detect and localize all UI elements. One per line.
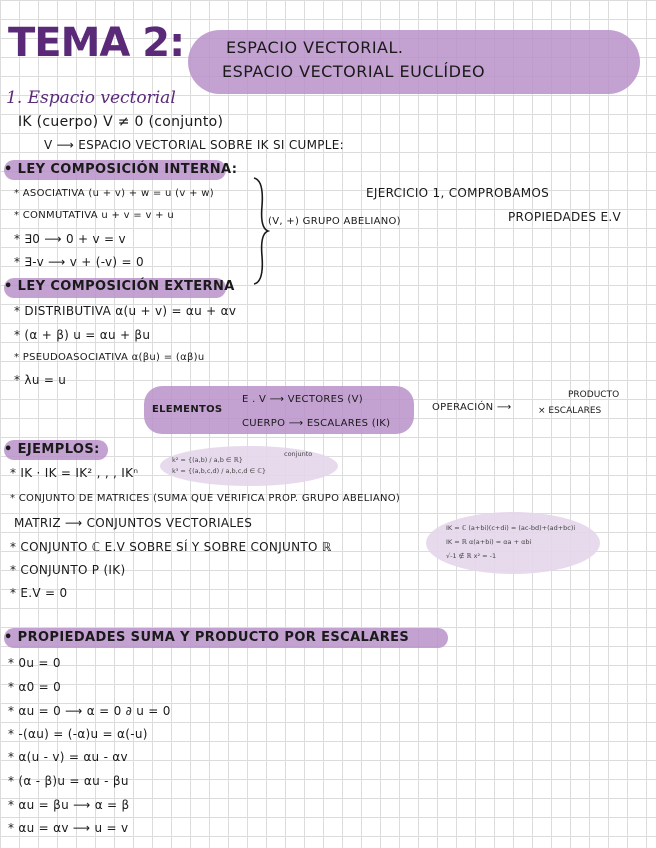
propiedades-item: * αu = 0 ⟶ α = 0 ∂ u = 0 (8, 704, 171, 718)
propiedades-item: * αu = βu ⟶ α = β (8, 798, 130, 812)
ejemplos-item: MATRIZ ⟶ CONJUNTOS VECTORIALES (14, 516, 253, 530)
elementos-line-1: E . V ⟶ VECTORES (V) (242, 394, 363, 405)
propiedades-item: * (α - β)u = αu - βu (8, 774, 129, 788)
note-c-line-1: IK = ℂ (a+bi)(c+di) = (ac-bd)+(ad+bc)i (446, 524, 576, 532)
note-c-line-3: √-1 ∉ ℝ x² = -1 (446, 552, 497, 560)
intro-line-2: V ⟶ ESPACIO VECTORIAL SOBRE IK SI CUMPLE: (44, 138, 345, 152)
ley-interna-item: * ∃-v ⟶ v + (-v) = 0 (14, 255, 144, 269)
ley-externa-item: * (α + β) u = αu + βu (14, 328, 151, 342)
ley-interna-item: * CONMUTATIVA u + v = v + u (14, 210, 174, 221)
propiedades-item: * 0u = 0 (8, 656, 61, 670)
ejemplos-item: * CONJUNTO P (IK) (10, 563, 126, 577)
subtitle-line-2: ESPACIO VECTORIAL EUCLÍDEO (222, 62, 486, 81)
note-c-line-2: IK = ℝ α(a+bi) = αa + αbi (446, 538, 532, 546)
elementos-line-2: CUERPO ⟶ ESCALARES (IK) (242, 418, 391, 429)
ejemplos-item: * IK · IK = IK² , , , IKⁿ (10, 466, 139, 480)
propiedades-item: * -(αu) = (-α)u = α(-u) (8, 727, 148, 741)
ejemplos-title: • EJEMPLOS: (4, 442, 100, 457)
ley-externa-item: * PSEUDOASOCIATIVA α(βu) = (αβ)u (14, 352, 205, 363)
ley-interna-item: * ∃0 ⟶ 0 + v = v (14, 232, 126, 246)
propiedades-ev-note: PROPIEDADES E.V (508, 210, 621, 224)
propiedades-item: * α0 = 0 (8, 680, 62, 694)
elementos-label: ELEMENTOS (152, 404, 223, 415)
ley-externa-item: * λu = u (14, 373, 67, 387)
intro-line-1: IK (cuerpo) V ≠ 0 (conjunto) (18, 114, 224, 130)
propiedades-title: • PROPIEDADES SUMA Y PRODUCTO POR ESCALARES (4, 630, 410, 645)
propiedades-item: * α(u - v) = αu - αv (8, 750, 128, 764)
page-title: TEMA 2: (8, 20, 185, 66)
ejemplos-item: * E.V = 0 (10, 586, 68, 600)
ley-interna-title: • LEY COMPOSICIÓN INTERNA: (4, 162, 238, 177)
ejemplos-item: * CONJUNTO ℂ E.V SOBRE SÍ Y SOBRE CONJUNTO ℝ (10, 540, 332, 554)
note-k-small: conjunto (284, 450, 313, 458)
producto-line-1: PRODUCTO (568, 390, 620, 400)
ley-interna-item: * ASOCIATIVA (u + v) + w = u (v + w) (14, 188, 214, 199)
brace-icon (252, 176, 270, 286)
operacion-label: OPERACIÓN ⟶ (432, 402, 512, 413)
ley-externa-title: • LEY COMPOSICIÓN EXTERNA (4, 279, 235, 294)
ejercicio-note: EJERCICIO 1, COMPROBAMOS (366, 186, 550, 200)
brace-label: (V, +) GRUPO ABELIANO) (268, 216, 401, 227)
section-heading: 1. Espacio vectorial (6, 88, 176, 108)
subtitle-line-1: ESPACIO VECTORIAL. (226, 38, 404, 57)
note-k-line-1: k² = {(a,b) / a,b ∈ ℝ} (172, 456, 243, 464)
ejemplos-item: * CONJUNTO DE MATRICES (SUMA QUE VERIFICA PROP. GRUPO ABELIANO) (10, 493, 401, 504)
propiedades-item: * αu = αv ⟶ u = v (8, 821, 129, 835)
ley-externa-item: * DISTRIBUTIVA α(u + v) = αu + αv (14, 304, 237, 318)
note-k-line-2: k³ = {(a,b,c,d) / a,b,c,d ∈ ℂ} (172, 467, 266, 475)
producto-line-2: × ESCALARES (538, 406, 602, 416)
